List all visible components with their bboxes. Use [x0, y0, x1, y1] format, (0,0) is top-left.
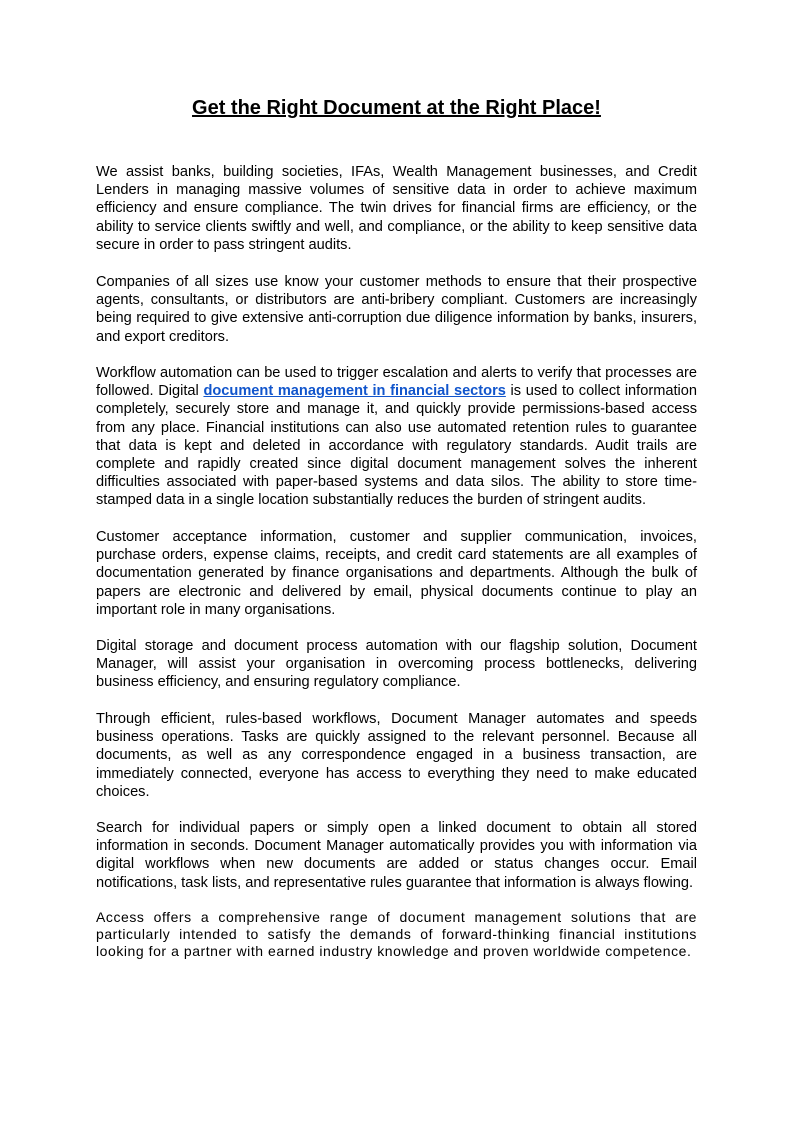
paragraph-documentation-types: Customer acceptance information, customer and supplier communication, invoices, purchase orders, expense claims, receipts, and credit card statements are all examples of documentation generated by finance organisations and departments. Although the bulk of papers are electronic and delivered by email, physical documents continue to play an important role in many organisations.: [96, 529, 697, 618]
paragraph-text-after-link: is used to collect information completely, securely store and manage it, and quickly provide permissions-based access from any place. Financial institutions can also use automated retention rules to guarantee that data is kept and deleted in accordance with regulatory standards. Audit trails are complete and rapidly created since digital document management solves the inherent difficulties associated with paper-based systems and data silos. The ability to store time-stamped data in a single location substantially reduces the burden of stringent audits.: [96, 383, 698, 509]
page-title: Get the Right Document at the Right Place!: [192, 97, 601, 119]
paragraph-intro: We assist banks, building societies, IFAs, Wealth Management businesses, and Credit Lenders in managing massive volumes of sensitive data in order to achieve maximum efficiency and ensure compliance. The twin drives for financial firms are efficiency, or the ability to service clients swiftly and well, and compliance, or the ability to keep sensitive data secure in order to pass stringent audits.: [96, 164, 697, 253]
paragraph-kyc: Companies of all sizes use know your customer methods to ensure that their prospective agents, consultants, or distributors are anti-bribery compliant. Customers are increasingly being required to give extensive anti-corruption due diligence information by banks, insurers, and export creditors.: [96, 274, 697, 345]
paragraph-search: Search for individual papers or simply open a linked document to obtain all stored information in seconds. Document Manager automatically provides you with information via digital workflows when new documents are added or status changes occur. Email notifications, task lists, and representative rules guarantee that information is always flowing.: [96, 820, 697, 891]
document-management-link[interactable]: document management in financial sectors: [203, 383, 506, 400]
paragraph-flagship-solution: Digital storage and document process automation with our flagship solution, Document Manager, will assist your organisation in overcoming process bottlenecks, delivering business efficiency, and ensuring regulatory compliance.: [96, 638, 697, 691]
paragraph-workflow-automation: [96, 364, 697, 510]
paragraph-text-before-link: Workflow automation can be used to trigger escalation and alerts to verify that processes are followed. Digital: [96, 365, 697, 400]
paragraph-access-offers: Access offers a comprehensive range of document management solutions that are particularly intended to satisfy the demands of forward-thinking financial institutions looking for a partner with earned industry knowledge and proven worldwide competence.: [96, 909, 697, 959]
paragraph-rules-based-workflows: Through efficient, rules-based workflows, Document Manager automates and speeds business operations. Tasks are quickly assigned to the relevant personnel. Because all documents, as well as any correspondence engaged in a business transaction, are immediately connected, everyone has access to everything they need to make educated choices.: [96, 711, 697, 800]
